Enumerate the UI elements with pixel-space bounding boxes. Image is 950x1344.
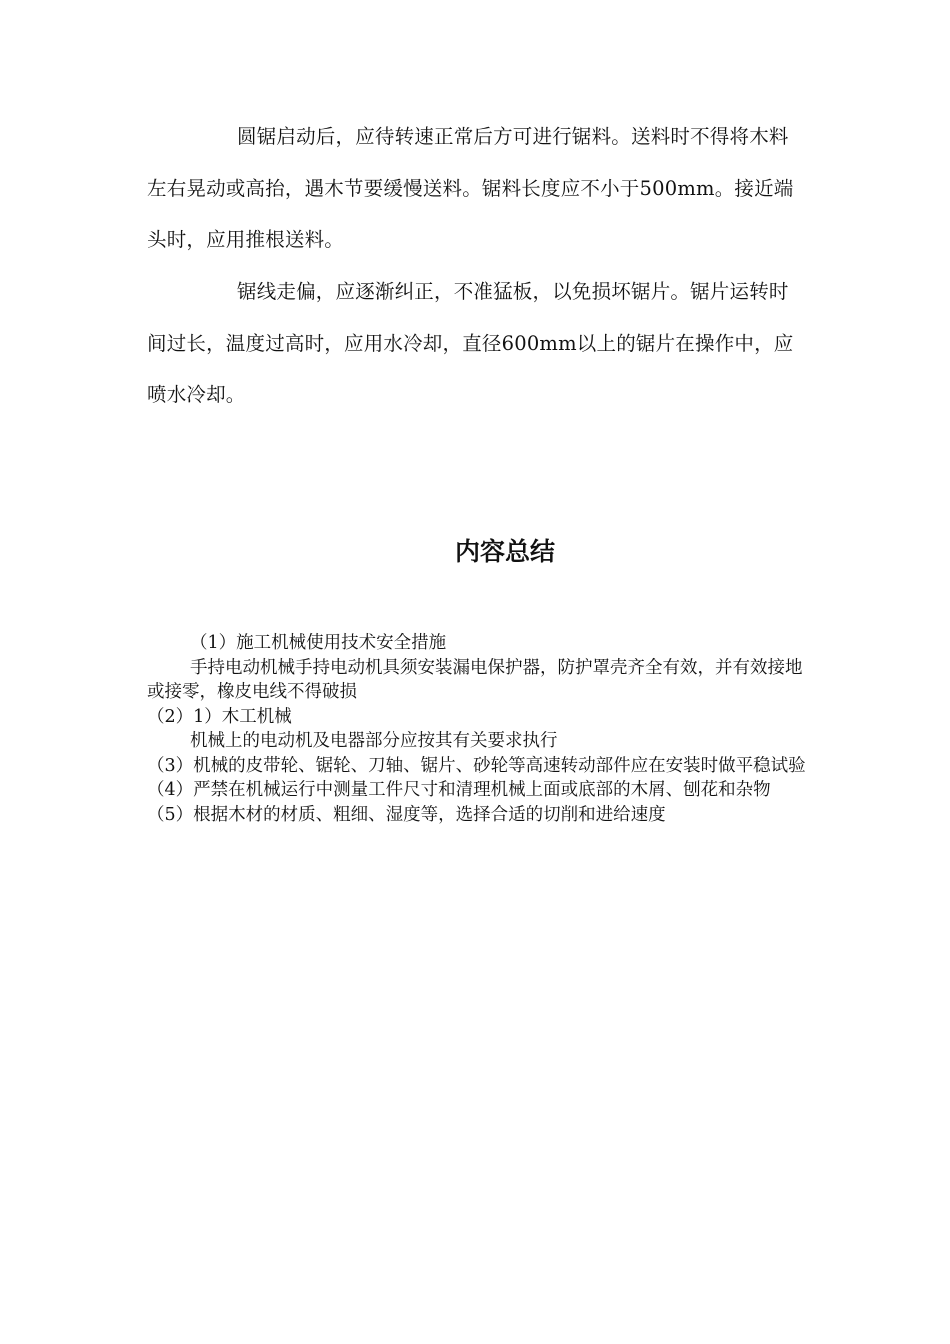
summary-title: 内容总结 — [454, 537, 555, 566]
paragraph-saw-startup: 圆锯启动后，应待转速正常后方可进行锯料。送料时不得将木料左右晃动或高抬，遇木节要缓慢送料。锯料长度应不小于500mm。接近端头时，应用推根送料。 — [147, 125, 794, 251]
paragraph-saw-cooling: 锯线走偏，应逐渐纠正，不准猛板，以免损坏锯片。锯片运转时间过长，温度过高时，应用水冷却，直径600mm以上的锯片在操作中，应喷水冷却。 — [147, 280, 794, 406]
summary-item-1-detail: 手持电动机械手持电动机具须安装漏电保护器，防护罩壳齐全有效，并有效接地或接零，橡皮电线不得破损 — [147, 657, 803, 702]
summary-item-2-detail: 机械上的电动机及电器部分应按其有关要求执行 — [190, 731, 558, 751]
summary-list — [147, 631, 807, 827]
summary-item-1: （1）施工机械使用技术安全措施 — [190, 633, 447, 653]
summary-item-5: （5）根据木材的材质、粗细、湿度等，选择合适的切削和进给速度 — [147, 804, 666, 825]
summary-item-4: （4）严禁在机械运行中测量工件尺寸和清理机械上面或底部的木屑、刨花和杂物 — [147, 780, 771, 800]
summary-item-2: （2）1）木工机械 — [147, 706, 292, 727]
summary-item-3: （3）机械的皮带轮、锯轮、刀轴、锯片、砂轮等高速转动部件应在安装时做平稳试验 — [147, 755, 806, 776]
